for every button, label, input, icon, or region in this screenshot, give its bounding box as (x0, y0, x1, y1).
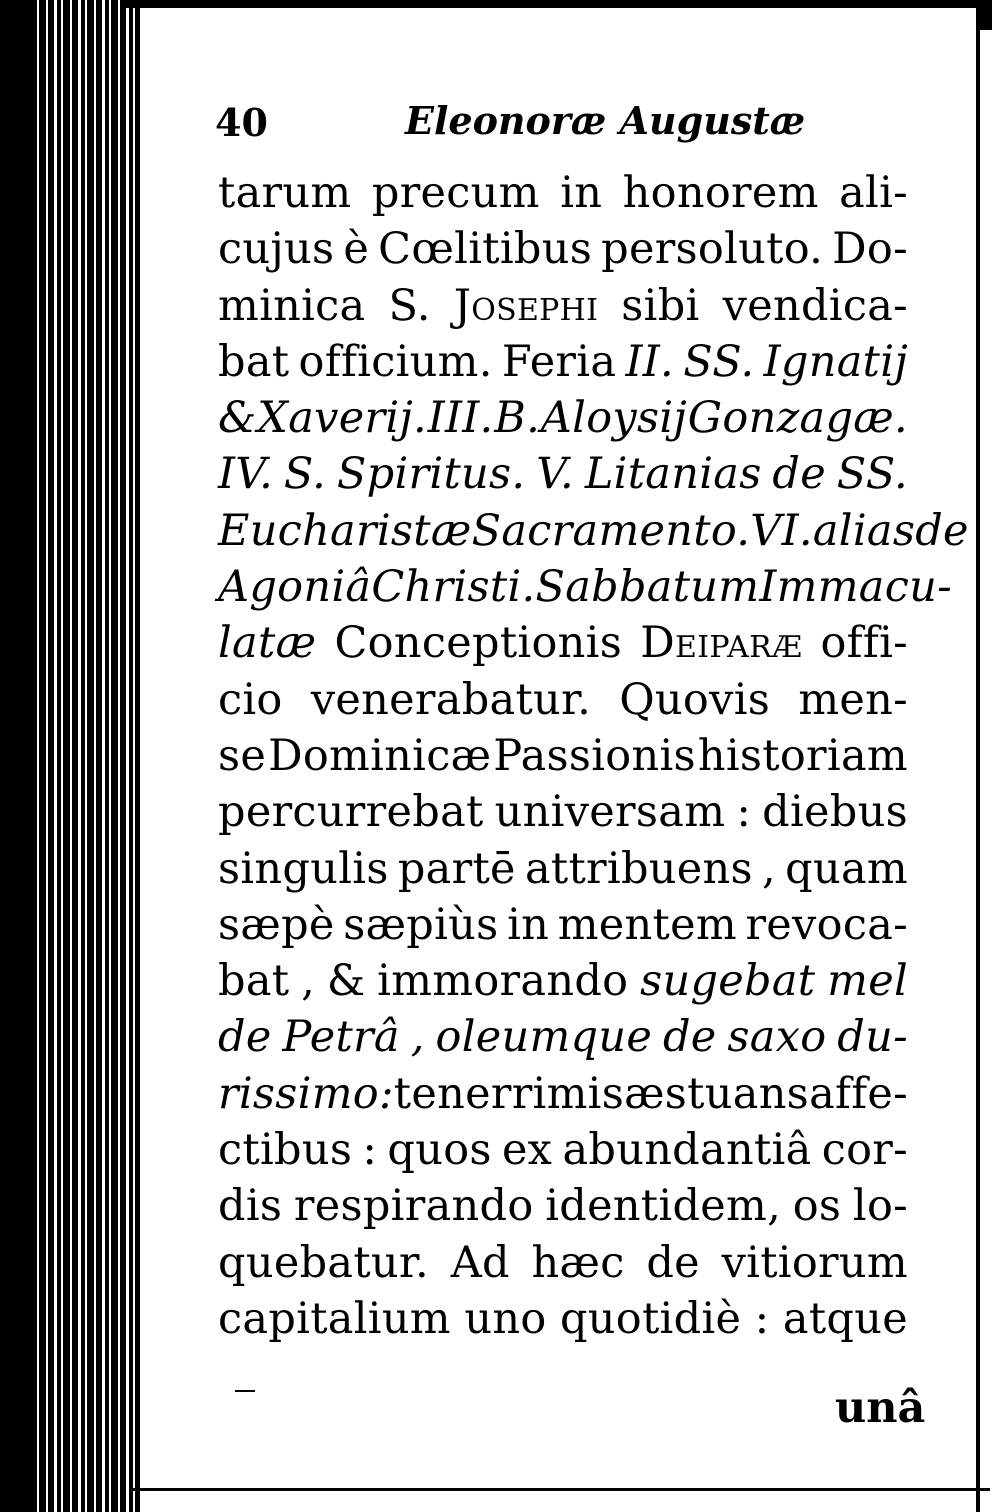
text-word: ex (501, 1125, 553, 1176)
text-word: quotidiè (559, 1293, 742, 1344)
text-word: & (326, 956, 366, 1007)
text-word: S. (283, 449, 327, 500)
text-word: uno (464, 1293, 547, 1344)
text-word: cujus (218, 224, 335, 275)
text-word: Xaverij. (257, 393, 427, 444)
text-word: atque (782, 1293, 908, 1344)
text-word: precum (371, 168, 540, 218)
text-line (218, 841, 908, 897)
text-word: immorando (377, 956, 629, 1007)
text-word: in (507, 899, 550, 950)
text-word: latæ (218, 618, 317, 669)
text-word: , (762, 843, 776, 894)
text-word: mentem (557, 899, 737, 950)
text-word: Christi. (371, 562, 536, 613)
text-word: de (772, 449, 826, 500)
text-word: Do- (832, 224, 908, 275)
text-word: sugebat (640, 956, 816, 1007)
catchword: unâ (835, 1383, 926, 1433)
text-word: venerabatur. (310, 674, 592, 725)
page-edge-mark (978, 0, 992, 30)
text-word: Feria (501, 336, 617, 387)
page-header (215, 92, 915, 152)
text-word: tenerrimis (393, 1068, 625, 1119)
text-word: V. (536, 449, 574, 500)
body-text (218, 165, 969, 1347)
text-line (218, 278, 908, 334)
text-line (218, 334, 908, 390)
text-word: affe- (809, 1068, 909, 1119)
text-word: vitiorum (721, 1237, 908, 1288)
text-word: Ad (450, 1237, 510, 1288)
text-word: sæpè (218, 899, 335, 950)
text-word: saxo (727, 1012, 827, 1063)
text-word: identidem, (545, 1181, 782, 1232)
text-word: attribuens (524, 843, 753, 894)
text-word: honorem (622, 168, 819, 218)
text-word: diebus (762, 787, 908, 838)
text-line (218, 165, 908, 221)
text-word: ali- (839, 168, 908, 218)
text-word: dis (218, 1181, 283, 1232)
text-word: Agoniâ (218, 562, 372, 613)
text-word: IV. (218, 449, 274, 500)
text-word: abundantiâ (562, 1125, 812, 1176)
text-word: universam (494, 787, 726, 838)
text-word: III. (427, 393, 494, 444)
text-word: : (736, 787, 752, 838)
text-word: Sabbatum (535, 562, 760, 613)
text-word: Passionis (493, 730, 696, 781)
text-word: : (378, 1068, 394, 1119)
text-line (218, 953, 908, 1009)
text-word: Ignatij (763, 336, 908, 387)
text-word: Spiritus. (336, 449, 526, 500)
text-word: cor- (821, 1125, 908, 1176)
text-word: quos (387, 1125, 492, 1176)
text-line (218, 1066, 908, 1122)
text-word: bat (218, 956, 290, 1007)
text-word: oleumque (435, 1012, 653, 1063)
text-word: de (662, 1012, 717, 1063)
text-word: se (218, 730, 267, 781)
text-line (218, 615, 908, 671)
text-word: Quovis (619, 674, 771, 725)
text-word: os (792, 1181, 842, 1232)
text-word: Deiparæ (640, 618, 803, 669)
text-word: historiam (697, 730, 908, 781)
text-word: , (301, 956, 316, 1007)
text-word: mel (827, 956, 908, 1007)
text-line (218, 897, 908, 953)
text-line (218, 221, 908, 277)
text-word: quam (785, 843, 908, 894)
stray-ink-mark (235, 1390, 255, 1392)
text-word: SS. (836, 449, 908, 500)
text-word: alias (812, 505, 916, 556)
text-line (218, 784, 908, 840)
text-word: capitalium (218, 1293, 451, 1344)
running-title: Eleonoræ Augustæ (405, 98, 806, 143)
text-line (218, 559, 952, 615)
text-word: : (362, 1125, 378, 1176)
text-word: lo- (852, 1181, 908, 1232)
text-word: Gonzagæ. (687, 393, 908, 444)
text-line (218, 728, 908, 784)
text-word: Immacu- (759, 562, 952, 613)
text-word: officium. (298, 336, 493, 387)
text-line (218, 1122, 908, 1178)
text-word: Josephi (453, 280, 599, 331)
text-word: Sacramento. (471, 505, 751, 556)
text-word: Eucharistæ (218, 505, 472, 556)
text-word: sibi (621, 280, 700, 331)
text-word: B. (494, 393, 541, 444)
text-word: ctibus (218, 1125, 353, 1176)
page-edge-top (120, 0, 980, 8)
text-word: Petrâ (282, 1012, 400, 1063)
text-word: respirando (293, 1181, 534, 1232)
text-word: persoluto. (601, 224, 824, 275)
text-line (218, 1235, 908, 1291)
text-line (218, 503, 969, 559)
text-word: partē (397, 843, 516, 894)
text-line (218, 446, 908, 502)
text-word: Dominicæ (268, 730, 492, 781)
text-line (218, 672, 908, 728)
text-word: Litanias (584, 449, 762, 500)
text-word: Aloysij (540, 393, 688, 444)
text-word: è (343, 224, 370, 275)
text-word: Conceptionis (334, 618, 623, 669)
text-word: de (646, 1237, 700, 1288)
text-line (218, 1178, 908, 1234)
text-word: de (915, 505, 969, 556)
text-word: percurrebat (218, 787, 484, 838)
text-word: revoca- (745, 899, 908, 950)
text-word: æstuans (624, 1068, 810, 1119)
text-word: SS. (683, 336, 755, 387)
page-edge-right (976, 0, 980, 1512)
text-word: in (560, 168, 603, 218)
text-word: & (218, 393, 257, 444)
text-word: vendica- (722, 280, 908, 331)
book-binding (0, 0, 140, 1512)
text-word: Cœlitibus (378, 224, 593, 275)
text-word: rissimo (218, 1068, 379, 1119)
text-word: VI. (750, 505, 813, 556)
text-word: quebatur. (218, 1237, 430, 1288)
text-word: bat (218, 336, 290, 387)
page-number: 40 (215, 100, 268, 145)
text-word: II. (625, 336, 675, 387)
text-line (218, 1291, 908, 1347)
text-word: tarum (218, 168, 352, 218)
text-line (218, 1009, 908, 1065)
text-word: cio (218, 674, 283, 725)
text-line (218, 390, 908, 446)
text-word: minica (218, 280, 366, 331)
text-word: sæpiùs (343, 899, 499, 950)
text-word: hæc (531, 1237, 625, 1288)
text-word: men- (798, 674, 908, 725)
text-word: de (218, 1012, 272, 1063)
text-word: singulis (218, 843, 389, 894)
text-word: S. (388, 280, 431, 331)
page-edge-bottom (130, 1488, 990, 1491)
text-word: du- (837, 1012, 908, 1063)
text-word: offi- (820, 618, 908, 669)
text-word: : (754, 1293, 770, 1344)
text-word: , (410, 1012, 425, 1063)
